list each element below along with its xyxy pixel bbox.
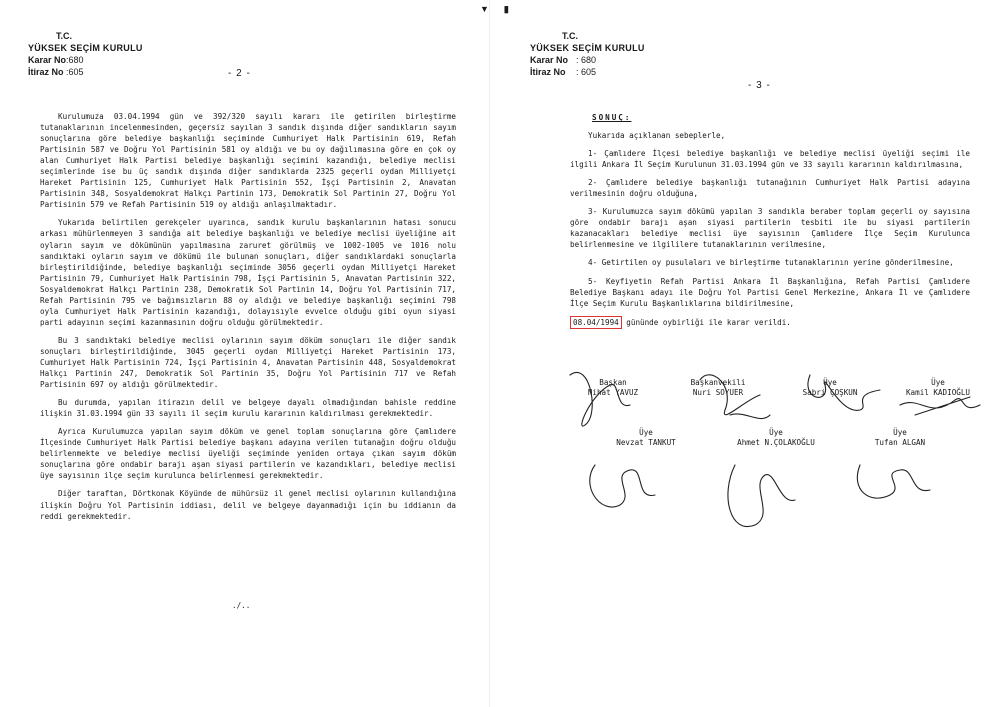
item-5: 5- Keyfiyetin Refah Partisi Ankara İl Başkanlığına, Refah Partisi Çamlıdere Belediye Başkanı adayı ile Doğru Yol Partisi Genel Merkezine, Ankara İl ve Çamlıdere İlçe Seçim Kurulu Başkanlıklarına bildirilmesine, (570, 276, 970, 308)
handwritten-signatures (560, 355, 990, 555)
decision-date: 08.04/1994 (570, 316, 622, 329)
paragraph-5: Ayrıca Kurulumuzca yapılan sayım döküm ve genel toplam sonuçlarına göre Çamlıdere İlçesinde Cumhuriyet Halk Partisi belediye başkanı adayına verilen tutanağın doğru olduğu belirlenmekte ve belediye meclisi üyeliği seçiminde yeniden ortaya çıkan sayım döküm sonuçlarına göre ondabir barajı aşan siyasi partilerin ve kazandıkları, belediye meclisi üye sayısının ilçe seçim kuruluncа belirlenmesi gerekmektedir. (40, 427, 456, 481)
signatory-name: Sabri ÇOŞKUN (802, 388, 858, 397)
sonuc-title: SONUÇ: (592, 113, 632, 122)
itiraz-label: İtiraz No (28, 67, 64, 77)
signature-uye-5 (857, 465, 930, 498)
signature-baskan (570, 372, 630, 426)
right-page (480, 0, 1000, 707)
item-2: 2- Çamlıdere belediye başkanlığı tutanağının Cumhuriyet Halk Partisi adayına verilmesinin doğru olduğuna, (570, 178, 970, 199)
signatory-role: Başkanvekili (690, 378, 746, 387)
itiraz-no: : 605 (576, 67, 597, 77)
paragraph-3: Bu 3 sandıktaki belediye meclisi oylarının sayım döküm sonuçları ile diğer sandık sonuçları birleştirildiğinde, 3045 geçerli oydan Milliyetçi Hareket Partisinin 173, Cumhuriyet Halk Partisinin 724, İşçi Partisinin 4, Anavatan Partisinin 448, Sosyaldemokrat Halkçı Partinin 247, Demokratik Sol Partinin 35, Doğru Yol Partisinin 717 ve Refah Partisinin 697 oy aldığı görülmektedir. (40, 335, 456, 390)
signatory-name: Ahmet N.ÇOLAKOĞLU (737, 438, 815, 447)
signatory-name: Nuri SOYUER (692, 388, 744, 397)
paragraph-4: Bu durumda, yapılan itirazın delil ve belgeye dayalı olmadığından bahisle reddine ilişkin 31.03.1994 gün 33 sayılı il seçim kurulu kararının kaldırılması gerekmektedir. (40, 398, 456, 419)
signatory-role: Üye (639, 428, 653, 437)
paragraph-2: Yukarıda belirtilen gerekçeler uyarınca, sandık kurulu başkanlarının hatası sonucu arkası mühürlenmeyen 3 sandığa ait belediye başkanlığı ve belediye meclisi üyeliğine ait oyların sayım ve dökümünün yapılmasına zaruret görülmüş ve 1002-1005 ve 1016 nolu sandıktaki oyların sayım ve dökümü ile bulunan sonuçları, diğer sandıklardaki sonuçlarla birleştirildiğinde, belediye başkanlığı seçiminde 3056 geçerli oydan Milliyetçi Hareket Partisinin 79, Cumhuriyet Halk Partisinin 798, İşçi Partisinin 5, Anavatan Partisinin 322, Sosyaldemokrat Halkçı Partinin 238, Demokratik Sol Partinin 14, Doğru Yol Partisinin 717, Refah Partisinin 795 ve bağımsızların 88 oy aldığı ve belediye başkanlığı seçimini 798 oyla Cumhuriyet Halk Partisinin kazandığı, dolayısıyle evvelce olduğu gibi oyun siyasi parti adayının seçimi kazanmasının doğru olduğu görülmektedir. (40, 218, 456, 327)
item-4: 4- Getirtilen oy pusulaları ve birleştirme tutanaklarının yerine gönderilmesine, (588, 258, 954, 268)
signatory-role: Başkan (599, 378, 627, 387)
karar-label: Karar No (28, 55, 67, 65)
decision-suffix: gününde oybirliği ile karar verildi. (626, 317, 791, 327)
right-body-text (570, 112, 970, 336)
header-org: YÜKSEK SEÇİM KURULU (28, 43, 143, 53)
page-number: - 3 - (748, 80, 771, 91)
item-3: 3- Kurulumuzca sayım dökümü yapılan 3 sandıkla beraber toplam geçerli oy sayısına göre ondabir barajı aşan siyasi partilerin tesbiti ile bu siyasi partilerin kazanacakları belediye meclisi üye sayısının Çamlıdere İlçe Seçim Kurulunca belirlenmesine ve ilgililere tutanaklarının verilmesine, (570, 207, 970, 250)
karar-label: Karar No (530, 55, 569, 65)
page-number: - 2 - (228, 68, 251, 79)
signature-uye-1 (808, 375, 880, 410)
karar-no: : 680 (576, 55, 597, 65)
decision-line (570, 316, 970, 329)
itiraz-label: İtiraz No (530, 67, 566, 77)
signatory-role: Üye (893, 428, 907, 437)
signature-uye-3 (590, 465, 655, 507)
signatory-role: Üye (823, 378, 837, 387)
signatory-name: Nihat YAVUZ (587, 388, 639, 397)
signature-uye-2 (900, 397, 980, 415)
itiraz-no-line (28, 66, 143, 78)
header-tc: T.C. (562, 31, 579, 41)
signatory-name: Nevzat TANKUT (616, 438, 676, 447)
karar-no: :680 (66, 55, 84, 65)
page-header (28, 30, 143, 78)
karar-no-line (530, 54, 645, 66)
signatory-role: Üye (769, 428, 783, 437)
signature-baskanvekili (700, 375, 770, 419)
signatory-role: Üye (931, 378, 945, 387)
signature-uye-4 (728, 465, 795, 527)
karar-no-line (28, 54, 143, 66)
paragraph-6: Diğer taraftan, Dörtkonak Köyünde de mühürsüz il genel meclisi oylarının kullandığına ilişkin Doğru Yol Partisinin iddiası, delil ve belgeye dayanmadığı için bu iddianın da reddi gerekmektedir. (40, 489, 456, 521)
paragraph-1: Kurulumuza 03.04.1994 gün ve 392/320 sayılı kararı ile getirilen birleştirme tutanaklarının incelenmesinden, geçersiz sayılan 3 sandık dışında diğer sandıkların sayım sonuçlarına göre belediye başkanlığı seçiminde Cumhuriyet Halk Partisinin 619, Refah Partisinin 587 ve Doğru Yol Partisinin 581 oy aldığı ve bu oy dağılımasına göre en çok oy alan Cumhuriyet Halk Partisi belediye başkanlığı seçimini kazandığı, belediye meclisi seçimlerinde ise bu üç sandık dışında diğer sandıklarda 2325 geçerli oydan Milliyetçi Hareket Partisinin 125, Cumhuriyet Halk Partisinin 552, İşçi Partisinin 2, Anavatan Partisinin 348, Sosyaldemokrat Halkçı Partinin 173, Demokratik Sol Partinin 27, Doğru Yol Partisinin 579 ve Refah Partisinin 519 oy aldığı anlaşılmaktadır. (40, 112, 456, 210)
itiraz-no-line (530, 66, 645, 78)
item-1: 1- Çamlıdere İlçesi belediye başkanlığı ve belediye meclisi üyeliği seçimi ile ilgili Ankara İl Seçim Kurulunun 31.03.1994 gün ve 33 sayılı kararının kaldırılmasına, (570, 149, 970, 170)
page-header (530, 30, 645, 78)
continuation-mark: ./.. (232, 601, 251, 610)
itiraz-no: :605 (66, 67, 84, 77)
header-org: YÜKSEK SEÇİM KURULU (530, 43, 645, 53)
signatory-name: Kamil KADIOĞLU (905, 388, 970, 397)
header-tc: T.C. (56, 31, 73, 41)
left-page (0, 0, 490, 707)
left-body-text (40, 111, 456, 529)
intro-line: Yukarıda açıklanan sebeplerle, (588, 131, 726, 141)
scan-mark: ▼ ▮ (480, 4, 509, 14)
signatory-name: Tufan ALGAN (874, 438, 926, 447)
